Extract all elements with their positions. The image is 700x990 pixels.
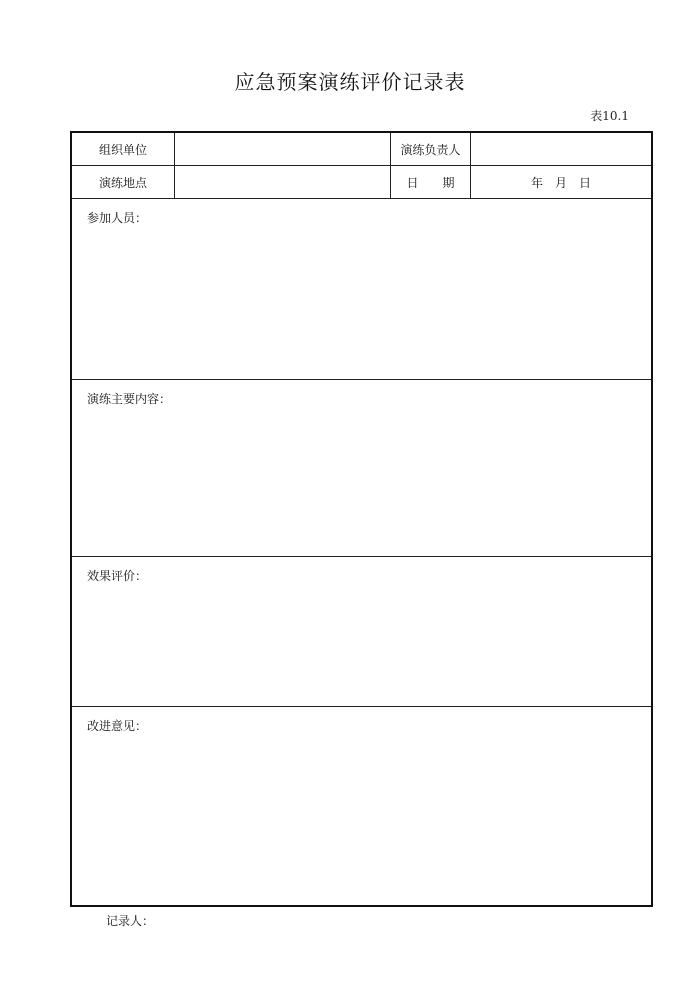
header-row-2 bbox=[72, 166, 651, 199]
form-number: 表10.1 bbox=[590, 109, 629, 123]
drill-location-field[interactable] bbox=[175, 166, 391, 198]
improvement-label: 改进意见： bbox=[87, 719, 148, 733]
participants-label: 参加人员： bbox=[87, 211, 148, 225]
org-unit-field[interactable] bbox=[175, 133, 391, 165]
improvement-section[interactable] bbox=[72, 707, 651, 905]
main-content-section[interactable] bbox=[72, 380, 651, 557]
org-unit-label: 组织单位 bbox=[72, 133, 175, 165]
drill-leader-field[interactable] bbox=[471, 133, 651, 165]
participants-section[interactable] bbox=[72, 199, 651, 380]
drill-location-label: 演练地点 bbox=[72, 166, 175, 198]
recorder-label: 记录人： bbox=[106, 914, 155, 928]
main-content-label: 演练主要内容： bbox=[87, 392, 172, 406]
header-row-1 bbox=[72, 133, 651, 166]
date-label: 日 期 bbox=[391, 166, 471, 198]
date-field[interactable]: 年 月 日 bbox=[530, 175, 591, 190]
effect-evaluation-label: 效果评价： bbox=[87, 569, 148, 583]
drill-evaluation-form bbox=[70, 131, 653, 907]
page-title: 应急预案演练评价记录表 bbox=[234, 70, 466, 94]
effect-evaluation-section[interactable] bbox=[72, 557, 651, 707]
drill-leader-label: 演练负责人 bbox=[391, 133, 471, 165]
